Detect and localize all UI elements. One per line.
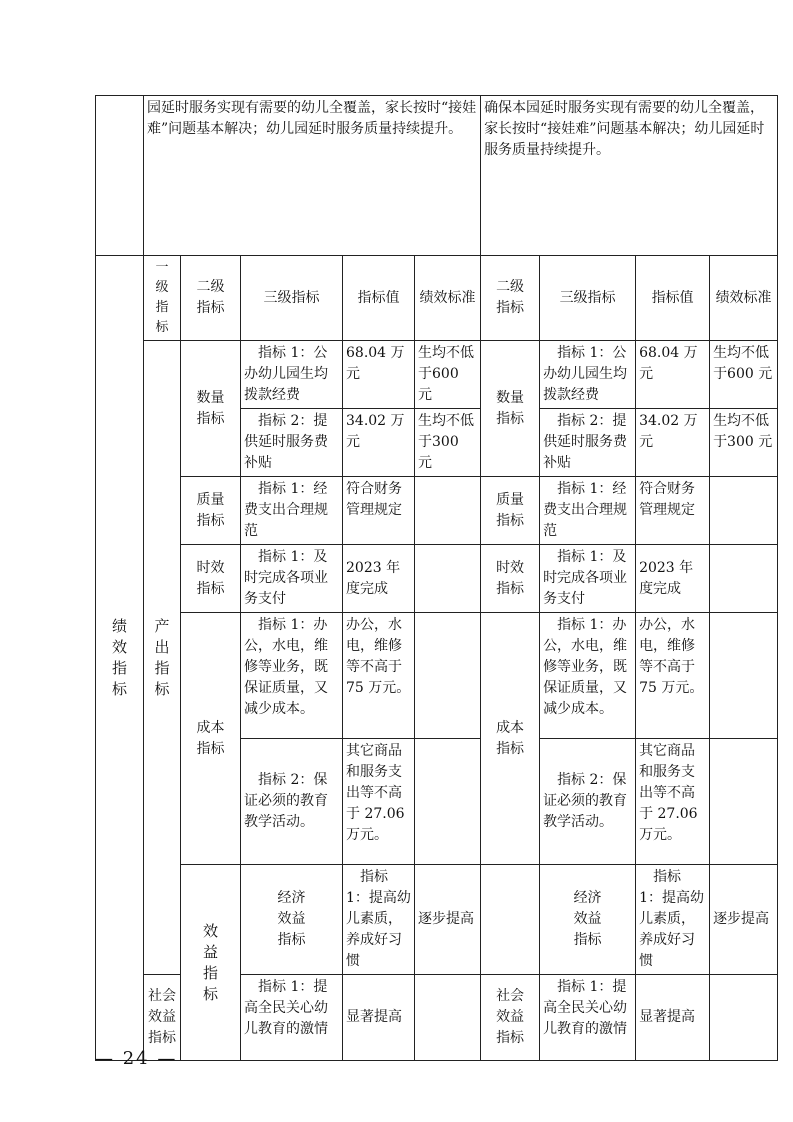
performance-table [95, 95, 778, 1061]
quantity-item2-value-right: 34.02 万元 [636, 409, 710, 477]
level2-header-right: 二级指标 [481, 256, 540, 341]
quantity-item1-standard-right: 生均不低于600 元 [710, 341, 778, 409]
economic-level2-left: 经济效益指标 [241, 865, 343, 975]
economic-item1-standard-left [481, 865, 540, 975]
output-level1-label: 产出指标 [144, 341, 181, 975]
table-row [96, 341, 778, 409]
social-item1-standard-right [710, 975, 778, 1061]
quality-item1-value-right: 符合财务管理规定 [636, 477, 710, 545]
cost-item2-name-right: 指标 2：保证必须的教育教学活动。 [540, 739, 636, 865]
quantity-item2-name-left: 指标 2：提供延时服务费补贴 [241, 409, 343, 477]
quantity-item2-name-right: 指标 2：提供延时服务费补贴 [540, 409, 636, 477]
level3-header-right: 三级指标 [540, 256, 636, 341]
social-item1-name-right: 指标 1：提高全民关心幼儿教育的激情 [540, 975, 636, 1061]
table-row [96, 545, 778, 613]
quantity-level2-right: 数量指标 [481, 341, 540, 477]
quality-item1-standard-left [415, 477, 481, 545]
standard-header-left: 绩效标准 [415, 256, 481, 341]
economic-item1-name-right: 指标 1：提高幼儿素质，养成好习惯 [636, 865, 710, 975]
timeliness-item1-value-left: 2023 年度完成 [343, 545, 415, 613]
page-number: — 24 — [95, 1048, 178, 1069]
quantity-item1-value-right: 68.04 万元 [636, 341, 710, 409]
quality-level2-left: 质量指标 [181, 477, 241, 545]
cost-item1-value-left: 办公，水电，维修等不高于 75 万元。 [343, 613, 415, 739]
economic-item1-name-left: 指标 1：提高幼儿素质，养成好习惯 [343, 865, 415, 975]
goals-blank-cell [96, 96, 144, 256]
table-row [96, 477, 778, 545]
level1-header: 一级指标 [144, 256, 181, 341]
quantity-item2-value-left: 34.02 万元 [343, 409, 415, 477]
header-row [96, 256, 778, 341]
cost-level2-left: 成本指标 [181, 613, 241, 865]
cost-item2-value-right: 其它商品和服务支出等不高于 27.06 万元。 [636, 739, 710, 865]
timeliness-item1-standard-right [710, 545, 778, 613]
goal-left-text: 园延时服务实现有需要的幼儿全覆盖，家长按时“接娃难”问题基本解决；幼儿园延时服务质量持续提升。 [144, 96, 481, 256]
economic-item1-value-left: 逐步提高 [415, 865, 481, 975]
social-item1-name-left: 指标 1：提高全民关心幼儿教育的激情 [241, 975, 343, 1061]
economic-level2-right: 经济效益指标 [540, 865, 636, 975]
benefit-level1-label: 效益指标 [181, 865, 241, 1061]
table-row [96, 865, 778, 975]
quality-item1-value-left: 符合财务管理规定 [343, 477, 415, 545]
timeliness-level2-left: 时效指标 [181, 545, 241, 613]
level2-header-left: 二级指标 [181, 256, 241, 341]
social-item1-standard-left [415, 975, 481, 1061]
timeliness-item1-value-right: 2023 年度完成 [636, 545, 710, 613]
economic-item1-value-right: 逐步提高 [710, 865, 778, 975]
cost-item2-standard-left [415, 739, 481, 865]
standard-header-right: 绩效标准 [710, 256, 778, 341]
quantity-item2-standard-right: 生均不低于300 元 [710, 409, 778, 477]
cost-item1-standard-right [710, 613, 778, 739]
quality-item1-name-left: 指标 1：经费支出合理规范 [241, 477, 343, 545]
quantity-item1-name-left: 指标 1：公办幼儿园生均拨款经费 [241, 341, 343, 409]
value-header-right: 指标值 [636, 256, 710, 341]
quality-level2-right: 质量指标 [481, 477, 540, 545]
value-header-left: 指标值 [343, 256, 415, 341]
social-item1-value-left: 显著提高 [343, 975, 415, 1061]
social-level2-left: 社会效益指标 [144, 975, 181, 1061]
goals-row [96, 96, 778, 256]
table-row [96, 613, 778, 739]
timeliness-item1-name-right: 指标 1：及时完成各项业务支付 [540, 545, 636, 613]
quantity-item1-name-right: 指标 1：公办幼儿园生均拨款经费 [540, 341, 636, 409]
quality-item1-name-right: 指标 1：经费支出合理规范 [540, 477, 636, 545]
level3-header-left: 三级指标 [241, 256, 343, 341]
cost-item1-name-left: 指标 1：办公，水电，维修等业务，既保证质量，又减少成本。 [241, 613, 343, 739]
timeliness-item1-standard-left [415, 545, 481, 613]
quantity-item2-standard-left: 生均不低于300 元 [415, 409, 481, 477]
cost-item2-name-left: 指标 2：保证必须的教育教学活动。 [241, 739, 343, 865]
quantity-item1-standard-left: 生均不低于600 元 [415, 341, 481, 409]
quantity-item1-value-left: 68.04 万元 [343, 341, 415, 409]
social-item1-value-right: 显著提高 [636, 975, 710, 1061]
cost-item2-standard-right [710, 739, 778, 865]
social-level2-right: 社会效益指标 [481, 975, 540, 1061]
goal-right-text: 确保本园延时服务实现有需要的幼儿全覆盖，家长按时“接娃难”问题基本解决；幼儿园延时服务质量持续提升。 [481, 96, 778, 256]
cost-item2-value-left: 其它商品和服务支出等不高于 27.06 万元。 [343, 739, 415, 865]
cost-level2-right: 成本指标 [481, 613, 540, 865]
quantity-level2-left: 数量指标 [181, 341, 241, 477]
cost-item1-value-right: 办公，水电，维修等不高于 75 万元。 [636, 613, 710, 739]
perf-indicator-label: 绩效指标 [96, 256, 144, 1061]
quality-item1-standard-right [710, 477, 778, 545]
timeliness-item1-name-left: 指标 1：及时完成各项业务支付 [241, 545, 343, 613]
cost-item1-standard-left [415, 613, 481, 739]
timeliness-level2-right: 时效指标 [481, 545, 540, 613]
cost-item1-name-right: 指标 1：办公，水电，维修等业务，既保证质量，又减少成本。 [540, 613, 636, 739]
